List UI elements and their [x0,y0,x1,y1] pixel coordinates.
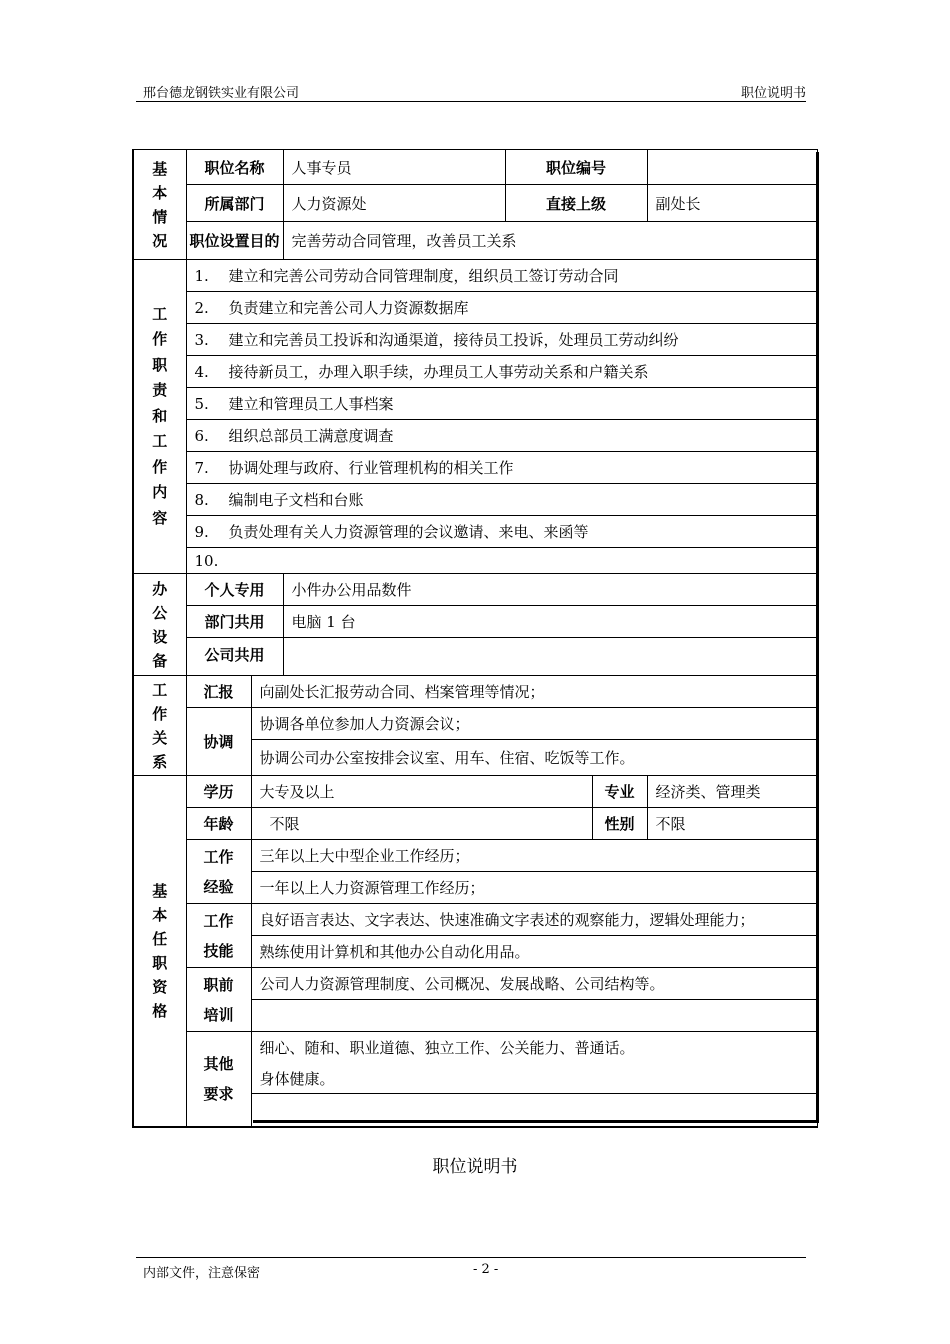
gender-label: 性别 [592,808,647,840]
skills-value-1: 良好语言表达、文字表达、快速准确文字表述的观察能力，逻辑处理能力； [251,904,817,936]
position-name-label: 职位名称 [186,150,283,185]
coordinate-label: 协调 [186,708,251,776]
coordinate-value-1: 协调各单位参加人力资源会议； [251,708,817,740]
other-requirements-value-1: 细心、随和、职业道德、独立工作、公关能力、普通话。 [251,1032,817,1064]
other-requirements-value-4 [251,1122,817,1127]
section-qualifications: 基本任职资格 [133,776,186,1127]
section-relations: 工作关系 [133,676,186,776]
personal-use-value: 小件办公用品数件 [283,574,817,606]
gender-value: 不限 [647,808,817,840]
duty-item: 5. 建立和管理员工人事档案 [186,388,817,420]
skills-label: 工作 技能 [186,904,251,968]
department-label: 所属部门 [186,185,283,222]
position-description-table [132,149,818,1119]
superior-value: 副处长 [647,185,817,222]
purpose-label: 职位设置目的 [186,222,283,260]
age-value: 不限 [251,808,592,840]
duty-item: 8. 编制电子文档和台账 [186,484,817,516]
other-requirements-label: 其他 要求 [186,1032,251,1127]
experience-value-1: 三年以上大中型企业工作经历； [251,840,817,872]
header-rule [136,101,806,102]
other-requirements-value-3 [251,1094,817,1122]
company-shared-label: 公司共用 [186,638,283,676]
department-value: 人力资源处 [283,185,505,222]
other-requirements-value-2: 身体健康。 [251,1064,817,1094]
duty-item: 4. 接待新员工，办理入职手续，办理员工人事劳动关系和户籍关系 [186,356,817,388]
major-value: 经济类、管理类 [647,776,817,808]
duty-item: 3. 建立和完善员工投诉和沟通渠道，接待员工投诉，处理员工劳动纠纷 [186,324,817,356]
major-label: 专业 [592,776,647,808]
header-doc-title: 职位说明书 [740,86,806,101]
personal-use-label: 个人专用 [186,574,283,606]
purpose-value: 完善劳动合同管理，改善员工关系 [283,222,817,260]
skills-value-2: 熟练使用计算机和其他办公自动化用品。 [251,936,817,968]
section-equipment: 办公设备 [133,574,186,676]
age-label: 年龄 [186,808,251,840]
superior-label: 直接上级 [505,185,647,222]
position-no-label: 职位编号 [505,150,647,185]
duty-item: 6. 组织总部员工满意度调查 [186,420,817,452]
company-shared-value [283,638,817,676]
report-value: 向副处长汇报劳动合同、档案管理等情况； [251,676,817,708]
dept-shared-value: 电脑 1 台 [283,606,817,638]
report-label: 汇报 [186,676,251,708]
footer-page-number: - 2 - [473,1262,499,1277]
training-value-2 [251,1000,817,1032]
header-company: 邢台德龙钢铁实业有限公司 [143,86,300,101]
duty-item: 2. 负责建立和完善公司人力资源数据库 [186,292,817,324]
section-duties: 工作职责和工作内容 [133,260,186,574]
experience-label: 工作 经验 [186,840,251,904]
footer-rule [136,1257,806,1258]
position-no-value [647,150,817,185]
training-value-1: 公司人力资源管理制度、公司概况、发展战略、公司结构等。 [251,968,817,1000]
footer-confidential: 内部文件，注意保密 [143,1266,261,1281]
coordinate-value-2: 协调公司办公室按排会议室、用车、住宿、吃饭等工作。 [251,740,817,776]
document-caption: 职位说明书 [432,1157,518,1177]
duty-item: 9. 负责处理有关人力资源管理的会议邀请、来电、来函等 [186,516,817,548]
experience-value-2: 一年以上人力资源管理工作经历； [251,872,817,904]
section-basic: 基本情况 [133,150,186,260]
duty-item: 7. 协调处理与政府、行业管理机构的相关工作 [186,452,817,484]
duty-item: 1. 建立和完善公司劳动合同管理制度，组织员工签订劳动合同 [186,260,817,292]
duty-item: 10. [186,548,817,574]
education-value: 大专及以上 [251,776,592,808]
position-name-value: 人事专员 [283,150,505,185]
training-label: 职前 培训 [186,968,251,1032]
education-label: 学历 [186,776,251,808]
dept-shared-label: 部门共用 [186,606,283,638]
